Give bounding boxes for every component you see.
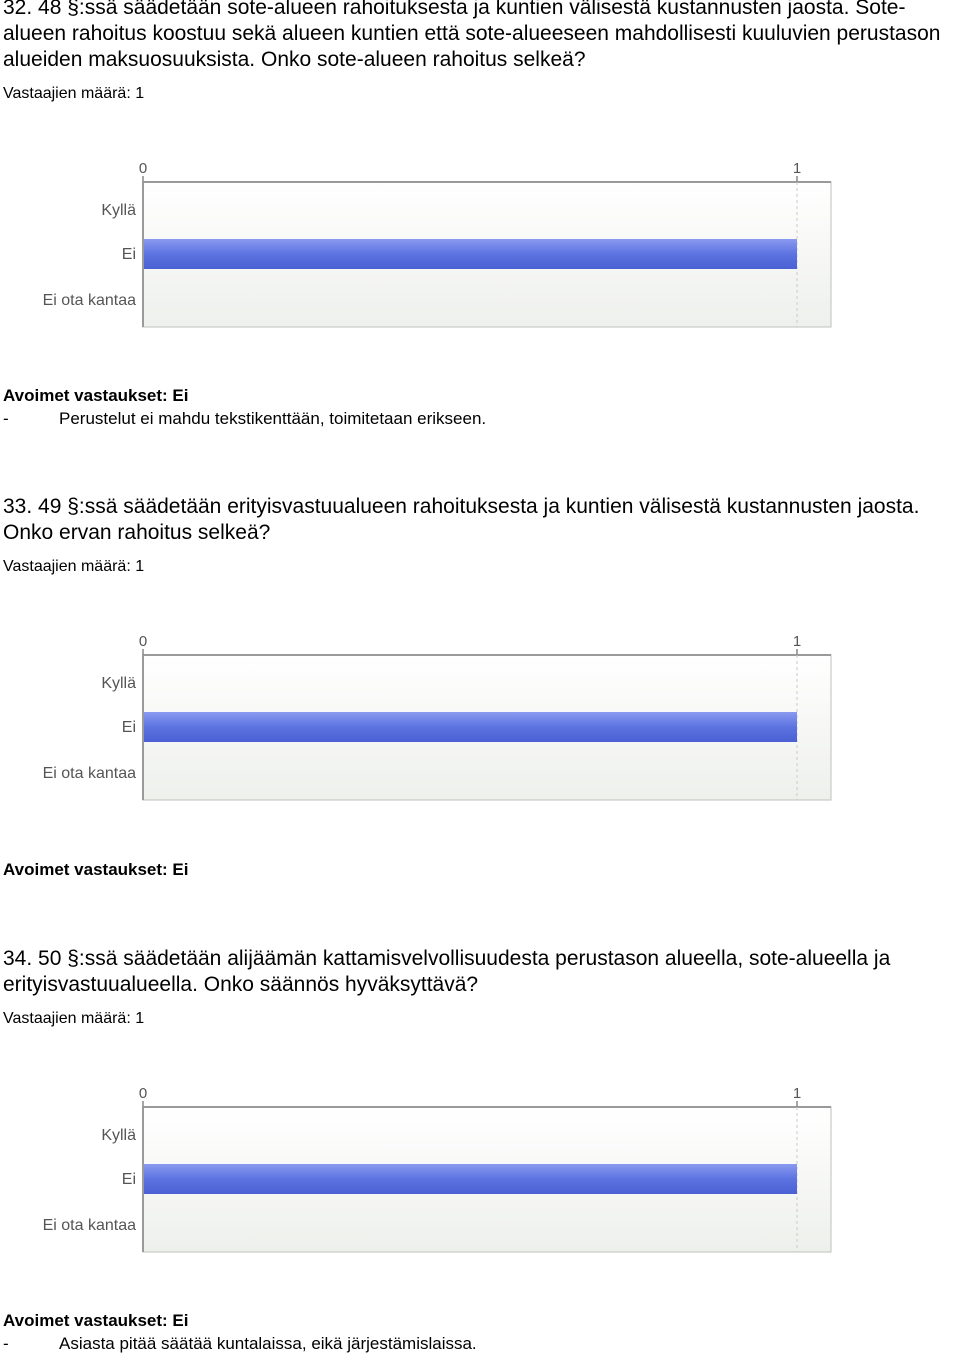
- category-label: Ei: [121, 719, 136, 736]
- respondent-count: Vastaajien määrä: 1: [3, 1010, 145, 1027]
- x-tick-label: 1: [792, 633, 802, 650]
- section-sign: §: [67, 947, 79, 970]
- chart-question-32: [0, 150, 960, 335]
- question-text-line1: :ssä säädetään alijäämän kattamisvelvollisuudesta perustason alueella, sote-alueella ja: [78, 947, 891, 970]
- x-tick-label: 0: [138, 633, 148, 650]
- bar-ei: [144, 1164, 797, 1194]
- category-label: Ei ota kantaa: [42, 1217, 136, 1234]
- question-text-rest: erityisvastuualueella. Onko säännös hyväksyttävä?: [3, 973, 479, 996]
- list-dash: -: [3, 409, 9, 428]
- question-number: 33. 49: [3, 495, 62, 518]
- category-label: Ei: [121, 246, 136, 263]
- bar-ei: [144, 239, 797, 269]
- section-sign: §: [67, 495, 79, 518]
- open-answers-label: Avoimet vastaukset: Ei: [3, 1311, 189, 1330]
- x-tick-label: 1: [792, 1085, 802, 1102]
- x-tick-label: 0: [138, 160, 148, 177]
- respondent-count: Vastaajien määrä: 1: [3, 85, 145, 102]
- list-dash: -: [3, 1334, 9, 1353]
- open-answer-text: Asiasta pitää säätää kuntalaissa, eikä järjestämislaissa.: [59, 1334, 477, 1353]
- category-label: Kyllä: [101, 202, 136, 219]
- question-32-text: [3, 0, 960, 73]
- question-text-rest: jaosta. Onko ervan rahoitus selkeä?: [3, 495, 920, 544]
- question-number: 34. 50: [3, 947, 62, 970]
- open-answers-label: Avoimet vastaukset: Ei: [3, 386, 189, 405]
- open-answer-item: [3, 409, 486, 429]
- respondent-count: Vastaajien määrä: 1: [3, 558, 145, 575]
- question-text-rest: Sote-alueen rahoitus koostuu sekä alueen kuntien että sote-alueeseen mahdollisesti kuuluvien perustason alueiden maksuosuuksista. Onko sote-alueen rahoitus selkeä?: [3, 0, 941, 71]
- question-text-line1: :ssä säädetään erityisvastuualueen rahoituksesta ja kuntien välisestä kustannusten: [78, 495, 852, 518]
- question-number: 32. 48: [3, 0, 62, 19]
- question-text-line1: :ssä säädetään sote-alueen rahoituksesta ja kuntien välisestä kustannusten jaosta.: [78, 0, 850, 19]
- question-34-text: [3, 946, 960, 998]
- category-label: Ei: [121, 1171, 136, 1188]
- category-label: Kyllä: [101, 1127, 136, 1144]
- section-sign: §: [67, 0, 79, 19]
- chart-question-33: [0, 623, 960, 808]
- open-answer-item: [3, 1334, 477, 1354]
- open-answers-label: Avoimet vastaukset: Ei: [3, 860, 189, 879]
- question-33-text: [3, 494, 960, 546]
- category-label: Ei ota kantaa: [42, 292, 136, 309]
- chart-question-34: [0, 1075, 960, 1260]
- x-tick-label: 1: [792, 160, 802, 177]
- category-label: Kyllä: [101, 675, 136, 692]
- open-answer-text: Perustelut ei mahdu tekstikenttään, toimitetaan erikseen.: [59, 409, 487, 428]
- category-label: Ei ota kantaa: [42, 765, 136, 782]
- bar-ei: [144, 712, 797, 742]
- x-tick-label: 0: [138, 1085, 148, 1102]
